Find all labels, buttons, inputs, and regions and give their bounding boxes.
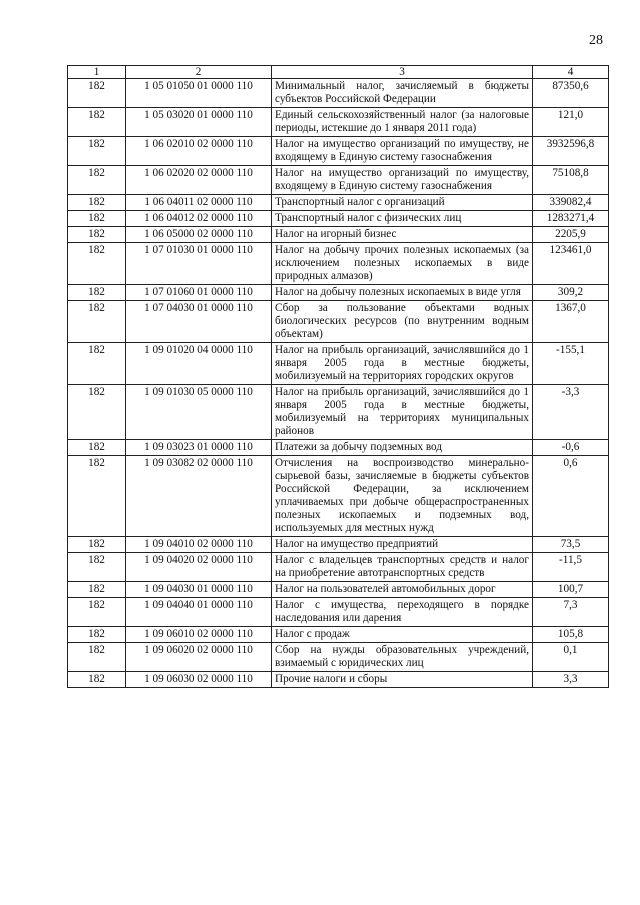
table-row	[68, 211, 609, 227]
budget-code-cell: 1 09 04040 01 0000 110	[126, 598, 272, 627]
revenue-name-cell: Налог на добычу полезных ископаемых в виде угля	[272, 285, 533, 301]
page-number: 28	[589, 33, 603, 48]
admin-code-cell: 182	[68, 553, 126, 582]
amount-cell: 121,0	[533, 108, 609, 137]
amount-cell: 1367,0	[533, 301, 609, 343]
table-header-row	[68, 66, 609, 79]
budget-code-cell: 1 09 03023 01 0000 110	[126, 440, 272, 456]
revenue-name-cell: Налог с имущества, переходящего в порядке наследования или дарения	[272, 598, 533, 627]
amount-cell: 123461,0	[533, 243, 609, 285]
table-row	[68, 343, 609, 385]
revenue-name-cell: Налог с продаж	[272, 627, 533, 643]
admin-code-cell: 182	[68, 672, 126, 688]
budget-code-cell: 1 06 02010 02 0000 110	[126, 137, 272, 166]
column-header-4: 4	[533, 66, 609, 79]
admin-code-cell: 182	[68, 211, 126, 227]
table-row	[68, 598, 609, 627]
revenue-name-cell: Налог на прибыль организаций, зачислявшийся до 1 января 2005 года в местные бюджеты, мобилизуемый на территориях городских округов	[272, 343, 533, 385]
revenue-name-cell: Налог на игорный бизнес	[272, 227, 533, 243]
admin-code-cell: 182	[68, 166, 126, 195]
amount-cell: -155,1	[533, 343, 609, 385]
amount-cell: 87350,6	[533, 79, 609, 108]
admin-code-cell: 182	[68, 440, 126, 456]
admin-code-cell: 182	[68, 285, 126, 301]
revenue-name-cell: Налог на добычу прочих полезных ископаемых (за исключением полезных ископаемых в виде природных алмазов)	[272, 243, 533, 285]
amount-cell: 2205,9	[533, 227, 609, 243]
revenue-name-cell: Отчисления на воспроизводство минерально-сырьевой базы, зачисляемые в бюджеты субъектов Российской Федерации, за исключением уплачиваемых при добыче общераспространенных полезных ископаемых и подземных вод, используемых для местных нужд	[272, 456, 533, 537]
column-header-2: 2	[126, 66, 272, 79]
admin-code-cell: 182	[68, 537, 126, 553]
table-row	[68, 227, 609, 243]
budget-code-cell: 1 06 04011 02 0000 110	[126, 195, 272, 211]
table-row	[68, 108, 609, 137]
budget-code-cell: 1 09 04020 02 0000 110	[126, 553, 272, 582]
amount-cell: 0,6	[533, 456, 609, 537]
revenue-name-cell: Сбор на нужды образовательных учреждений, взимаемый с юридических лиц	[272, 643, 533, 672]
budget-code-cell: 1 06 02020 02 0000 110	[126, 166, 272, 195]
table-row	[68, 166, 609, 195]
amount-cell: 1283271,4	[533, 211, 609, 227]
budget-code-cell: 1 06 04012 02 0000 110	[126, 211, 272, 227]
table-row	[68, 627, 609, 643]
table-row	[68, 385, 609, 440]
revenue-name-cell: Налог на имущество организаций по имуществу, не входящему в Единую систему газоснабжения	[272, 137, 533, 166]
budget-code-cell: 1 09 06010 02 0000 110	[126, 627, 272, 643]
amount-cell: 100,7	[533, 582, 609, 598]
admin-code-cell: 182	[68, 79, 126, 108]
budget-code-cell: 1 07 04030 01 0000 110	[126, 301, 272, 343]
budget-code-cell: 1 09 06020 02 0000 110	[126, 643, 272, 672]
budget-code-cell: 1 06 05000 02 0000 110	[126, 227, 272, 243]
admin-code-cell: 182	[68, 598, 126, 627]
table-row	[68, 301, 609, 343]
budget-code-cell: 1 09 06030 02 0000 110	[126, 672, 272, 688]
table-row	[68, 243, 609, 285]
revenue-name-cell: Налог на прибыль организаций, зачислявшийся до 1 января 2005 года в местные бюджеты, мобилизуемый на территориях муниципальных районов	[272, 385, 533, 440]
revenue-name-cell: Единый сельскохозяйственный налог (за налоговые периоды, истекшие до 1 января 2011 года)	[272, 108, 533, 137]
budget-code-cell: 1 05 01050 01 0000 110	[126, 79, 272, 108]
table-row	[68, 195, 609, 211]
admin-code-cell: 182	[68, 343, 126, 385]
admin-code-cell: 182	[68, 582, 126, 598]
revenue-name-cell: Транспортный налог с физических лиц	[272, 211, 533, 227]
amount-cell: 3932596,8	[533, 137, 609, 166]
admin-code-cell: 182	[68, 243, 126, 285]
budget-code-cell: 1 07 01060 01 0000 110	[126, 285, 272, 301]
table-row	[68, 440, 609, 456]
table-row	[68, 456, 609, 537]
admin-code-cell: 182	[68, 108, 126, 137]
table-row	[68, 137, 609, 166]
revenue-name-cell: Налог на имущество организаций по имуществу, входящему в Единую систему газоснабжения	[272, 166, 533, 195]
amount-cell: 0,1	[533, 643, 609, 672]
revenue-name-cell: Сбор за пользование объектами водных биологических ресурсов (по внутренним водным объектам)	[272, 301, 533, 343]
amount-cell: 75108,8	[533, 166, 609, 195]
admin-code-cell: 182	[68, 137, 126, 166]
admin-code-cell: 182	[68, 301, 126, 343]
table-row	[68, 537, 609, 553]
amount-cell: 7,3	[533, 598, 609, 627]
admin-code-cell: 182	[68, 456, 126, 537]
column-header-1: 1	[68, 66, 126, 79]
budget-code-cell: 1 09 04030 01 0000 110	[126, 582, 272, 598]
revenue-name-cell: Налог с владельцев транспортных средств и налог на приобретение автотранспортных средств	[272, 553, 533, 582]
amount-cell: 3,3	[533, 672, 609, 688]
table-row	[68, 582, 609, 598]
revenue-name-cell: Прочие налоги и сборы	[272, 672, 533, 688]
budget-code-cell: 1 09 03082 02 0000 110	[126, 456, 272, 537]
amount-cell: -3,3	[533, 385, 609, 440]
table-row	[68, 285, 609, 301]
revenue-name-cell: Транспортный налог с организаций	[272, 195, 533, 211]
admin-code-cell: 182	[68, 227, 126, 243]
revenue-name-cell: Налог на пользователей автомобильных дорог	[272, 582, 533, 598]
table-row	[68, 79, 609, 108]
amount-cell: -11,5	[533, 553, 609, 582]
revenue-name-cell: Минимальный налог, зачисляемый в бюджеты субъектов Российской Федерации	[272, 79, 533, 108]
amount-cell: -0,6	[533, 440, 609, 456]
admin-code-cell: 182	[68, 643, 126, 672]
budget-code-cell: 1 09 01030 05 0000 110	[126, 385, 272, 440]
table-row	[68, 553, 609, 582]
table-row	[68, 643, 609, 672]
revenue-name-cell: Платежи за добычу подземных вод	[272, 440, 533, 456]
budget-code-cell: 1 07 01030 01 0000 110	[126, 243, 272, 285]
budget-table	[67, 65, 609, 688]
table-row	[68, 672, 609, 688]
table-body	[68, 79, 609, 688]
revenue-name-cell: Налог на имущество предприятий	[272, 537, 533, 553]
amount-cell: 339082,4	[533, 195, 609, 211]
budget-code-cell: 1 09 04010 02 0000 110	[126, 537, 272, 553]
amount-cell: 73,5	[533, 537, 609, 553]
admin-code-cell: 182	[68, 385, 126, 440]
amount-cell: 309,2	[533, 285, 609, 301]
amount-cell: 105,8	[533, 627, 609, 643]
budget-code-cell: 1 09 01020 04 0000 110	[126, 343, 272, 385]
column-header-3: 3	[272, 66, 533, 79]
admin-code-cell: 182	[68, 195, 126, 211]
budget-code-cell: 1 05 03020 01 0000 110	[126, 108, 272, 137]
admin-code-cell: 182	[68, 627, 126, 643]
